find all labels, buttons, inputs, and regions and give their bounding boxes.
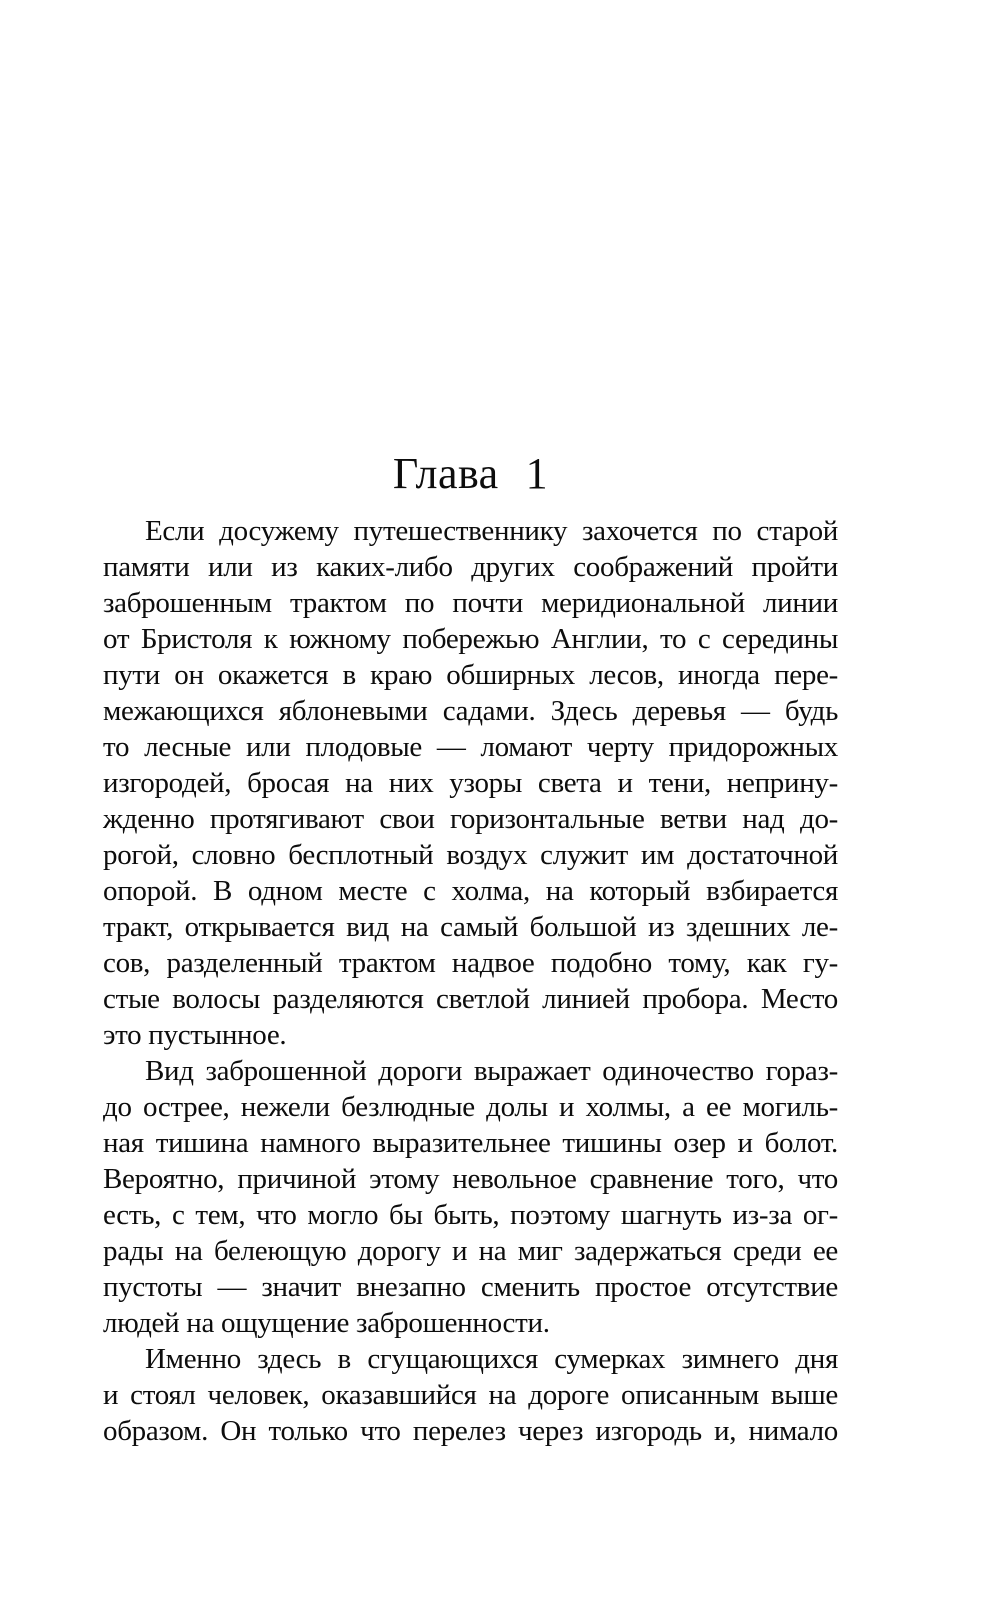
text-line: тракт, открывается вид на самый большой из здешних ле- [103, 911, 838, 943]
text-line: межающихся яблоневыми садами. Здесь деревья — будь [103, 695, 838, 727]
text-line: до острее, нежели безлюдные долы и холмы, а ее могиль- [103, 1091, 838, 1123]
body-text [103, 513, 838, 1449]
text-line: образом. Он только что перелез через изгородь и, нимало [103, 1415, 838, 1447]
text-line: Именно здесь в сгущающихся сумерках зимнего дня [145, 1343, 838, 1375]
text-line: то лесные или плодовые — ломают черту придорожных [103, 731, 838, 763]
text-line: Вид заброшенной дороги выражает одиночество гораз- [145, 1055, 838, 1087]
text-line: рады на белеющую дорогу и на миг задержаться среди ее [103, 1235, 838, 1267]
text-line: рогой, словно бесплотный воздух служит им достаточной [103, 839, 838, 871]
text-line: ная тишина намного выразительнее тишины озер и болот. [103, 1127, 838, 1159]
text-line: есть, с тем, что могло бы быть, поэтому шагнуть из-за ог- [103, 1199, 838, 1231]
text-line: жденно протягивают свои горизонтальные ветви над до- [103, 803, 838, 835]
text-line: заброшенным трактом по почти меридиональной линии [103, 587, 838, 619]
text-line: изгородей, бросая на них узоры света и тени, неприну- [103, 767, 838, 799]
text-line: опорой. В одном месте с холма, на который взбирается [103, 875, 838, 907]
text-line: Вероятно, причиной этому невольное сравнение того, что [103, 1163, 838, 1195]
text-line: памяти или из каких-либо других соображений пройти [103, 551, 838, 583]
text-line: от Бристоля к южному побережью Англии, то с середины [103, 623, 838, 655]
chapter-title: Глава 1 [392, 449, 549, 498]
text-line: сов, разделенный трактом надвое подобно тому, как гу- [103, 947, 838, 979]
text-line: стые волосы разделяются светлой линией пробора. Место [103, 983, 838, 1015]
text-line: пустоты — значит внезапно сменить простое отсутствие [103, 1271, 838, 1303]
text-line: и стоял человек, оказавшийся на дороге описанным выше [103, 1379, 838, 1411]
text-line: это пустынное. [103, 1019, 287, 1051]
text-line: Если досужему путешественнику захочется по старой [145, 515, 838, 547]
text-line: людей на ощущение заброшенности. [103, 1307, 550, 1339]
text-line: пути он окажется в краю обширных лесов, иногда пере- [103, 659, 838, 691]
